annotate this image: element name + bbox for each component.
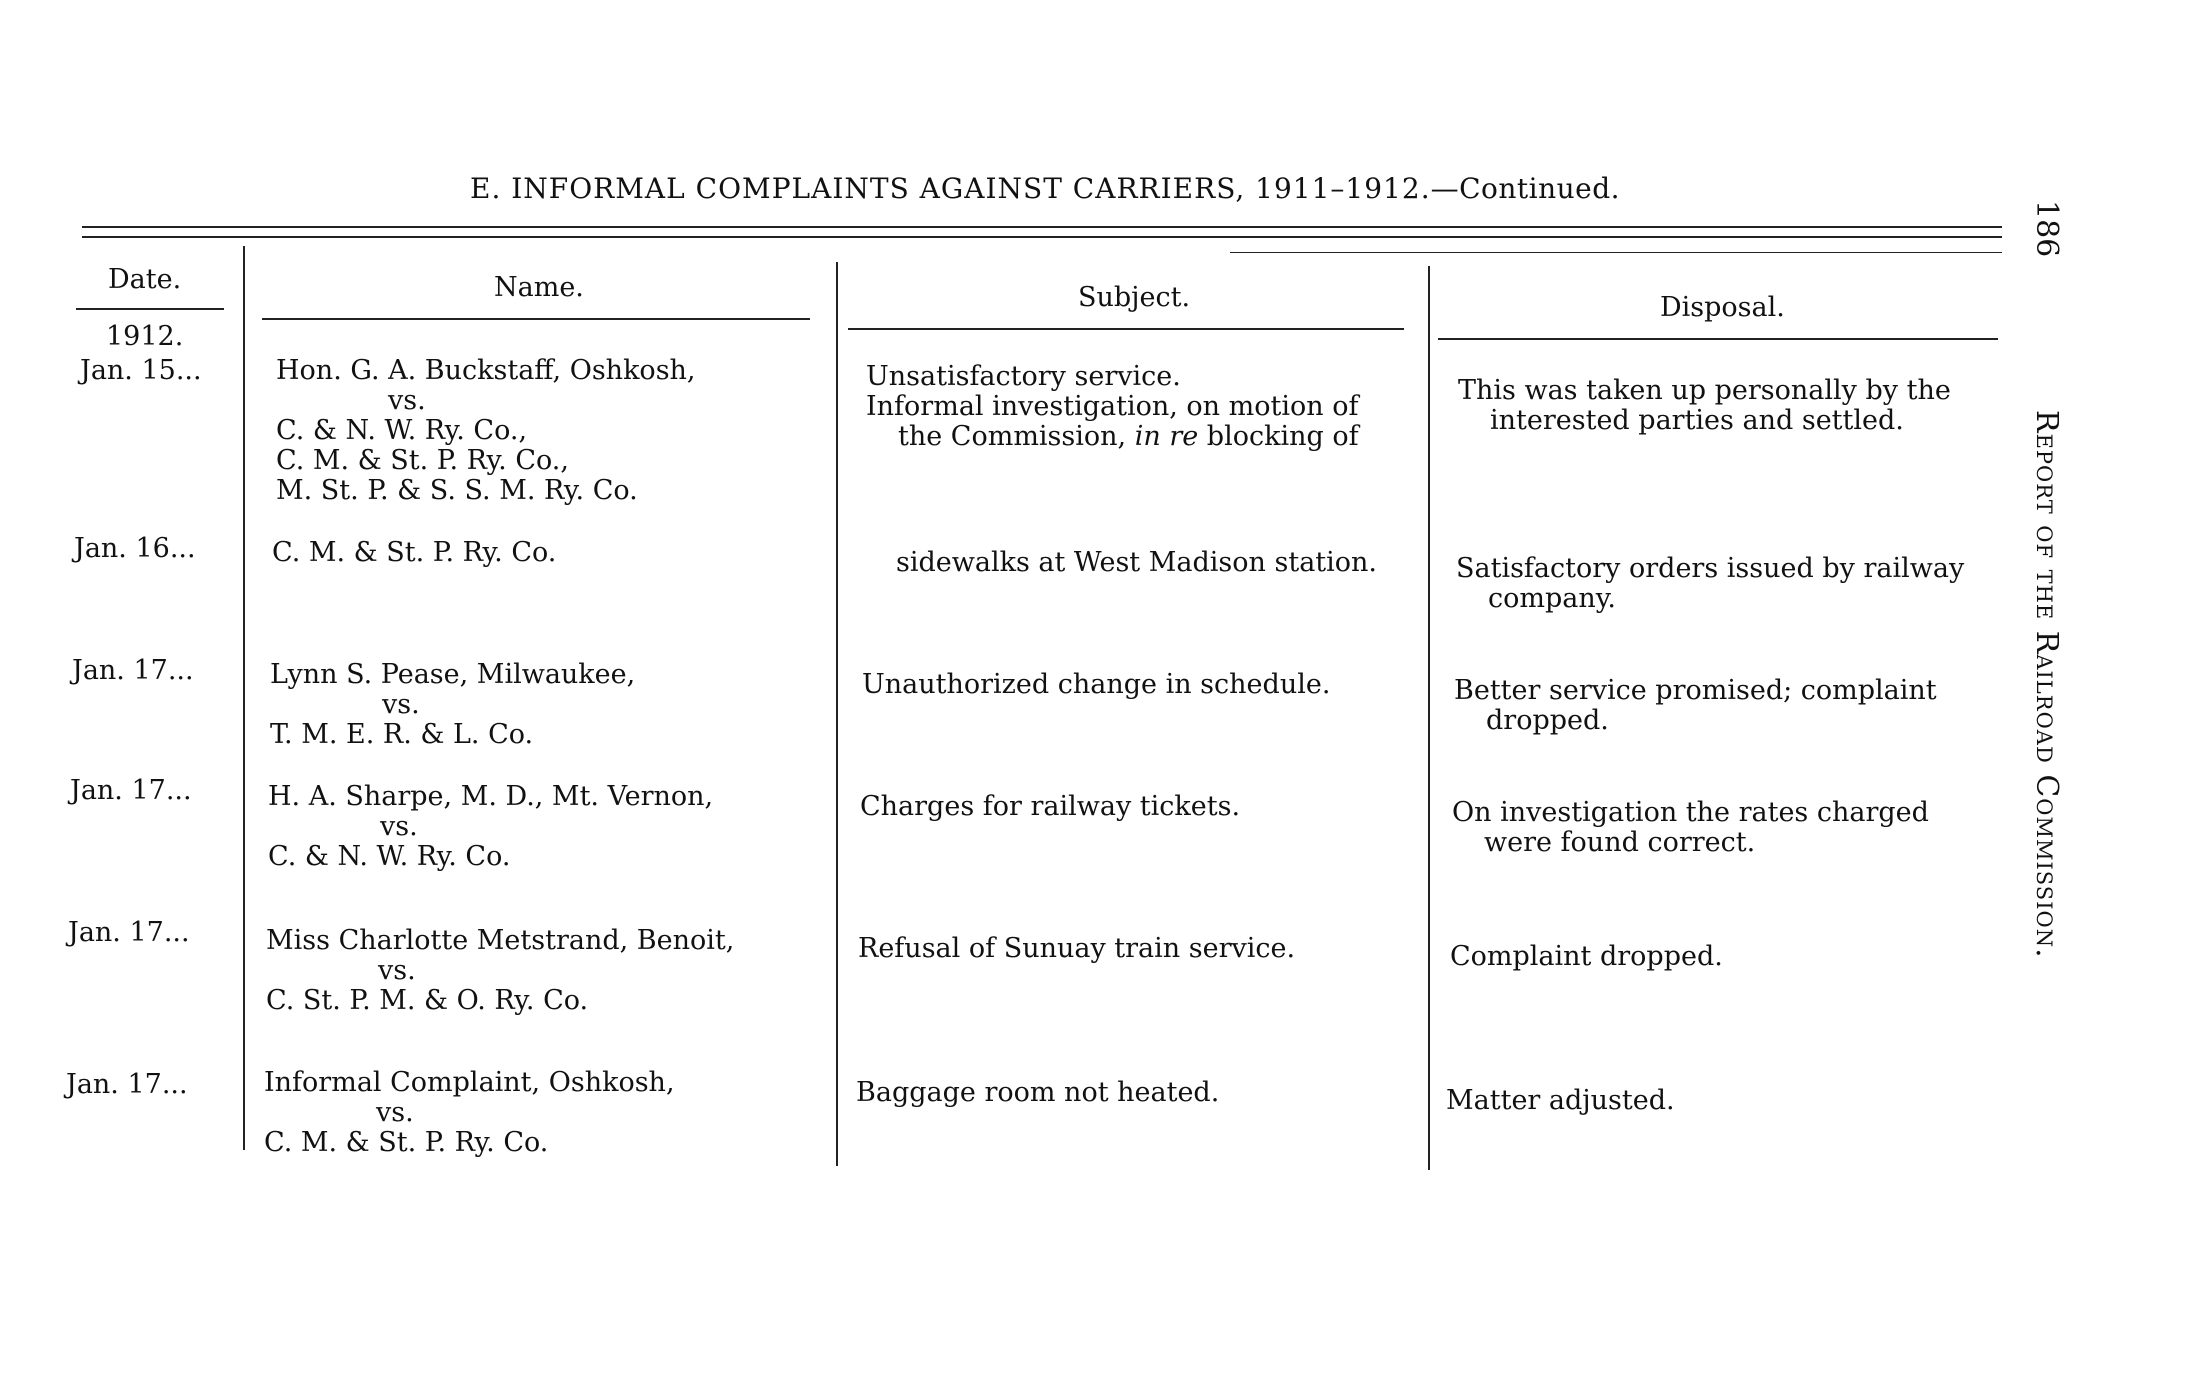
row-1-name-line-5: M. St. P. & S. S. M. Ry. Co. (276, 475, 638, 506)
row-1-subject-line-2: Informal investigation, on motion of (866, 391, 1359, 422)
row-1-subject-line-1: Unsatisfactory service. (866, 361, 1181, 392)
column-divider-2 (836, 262, 838, 1166)
row-5-name (266, 926, 734, 1016)
title-rule-bottom (82, 236, 2002, 238)
row-1-name-line-3: C. & N. W. Ry. Co., (276, 415, 528, 446)
row-4-name-line-3: C. & N. W. Ry. Co. (268, 841, 511, 872)
row-2-name (272, 538, 556, 568)
row-6-subject-line-1: Baggage room not heated. (856, 1077, 1220, 1108)
row-1-name (276, 356, 696, 506)
row-2-disposal-line-1: Satisfactory orders issued by railway (1456, 553, 1965, 584)
row-5-name-vs: vs. (378, 955, 416, 986)
row-2-disposal-line-2: company. (1488, 583, 1616, 614)
title-main: E. INFORMAL COMPLAINTS AGAINST CARRIERS, 1911–1912. (470, 172, 1431, 205)
title-rule-top (82, 226, 2002, 228)
row-4-name-line-1: H. A. Sharpe, M. D., Mt. Vernon, (268, 781, 714, 812)
header-date-underline (76, 308, 224, 310)
page-number: 186 (2029, 200, 2064, 258)
row-5-name-line-3: C. St. P. M. & O. Ry. Co. (266, 985, 589, 1016)
year-label: 1912. (106, 321, 184, 352)
row-5-disposal-line-1: Complaint dropped. (1450, 941, 1723, 972)
title-suffix: —Continued. (1430, 172, 1621, 205)
header-subject: Subject. (1078, 282, 1191, 313)
row-3-disposal-line-2: dropped. (1486, 705, 1609, 736)
row-5-subject (858, 934, 1295, 964)
row-5-subject-line-1: Refusal of Sunuay train service. (858, 933, 1296, 964)
header-subject-underline (848, 328, 1404, 330)
header-name-underline (262, 318, 810, 320)
row-4-subject-line-1: Charges for railway tickets. (860, 791, 1241, 822)
row-1-disposal-line-1: This was taken up personally by the (1458, 375, 1951, 406)
row-4-date: Jan. 17... (70, 775, 192, 806)
row-4-name-vs: vs. (380, 811, 418, 842)
row-1-subject (866, 362, 1359, 452)
row-3-subject-line-1: Unauthorized change in schedule. (862, 669, 1331, 700)
row-3-disposal-line-1: Better service promised; complaint (1454, 675, 1937, 706)
row-1-name-vs: vs. (388, 385, 426, 416)
row-4-disposal (1452, 798, 1929, 858)
row-1-subject-line-3: the Commission, in re blocking of (898, 421, 1359, 452)
row-5-name-line-1: Miss Charlotte Metstrand, Benoit, (266, 925, 735, 956)
row-1-name-line-1: Hon. G. A. Buckstaff, Oshkosh, (276, 355, 696, 386)
row-6-date: Jan. 17... (66, 1069, 188, 1100)
row-2-subject (896, 548, 1377, 578)
row-1-disposal-line-2: interested parties and settled. (1490, 405, 1904, 436)
row-3-name-line-3: T. M. E. R. & L. Co. (270, 719, 534, 750)
row-4-subject (860, 792, 1240, 822)
row-6-disposal-line-1: Matter adjusted. (1446, 1085, 1675, 1116)
row-2-disposal (1456, 554, 1964, 614)
title-rule-bottom-2 (1230, 252, 2002, 253)
row-5-date: Jan. 17... (68, 917, 190, 948)
header-disposal-underline (1438, 338, 1998, 340)
running-head: Report of the Railroad Commission. (2029, 410, 2064, 959)
row-6-name-vs: vs. (376, 1097, 414, 1128)
page-title (470, 172, 1620, 205)
row-4-disposal-line-1: On investigation the rates charged (1452, 797, 1929, 828)
row-4-name (268, 782, 713, 872)
row-6-name (264, 1068, 675, 1158)
row-6-subject (856, 1078, 1219, 1108)
column-divider-3 (1428, 266, 1430, 1170)
row-1-name-line-4: C. M. & St. P. Ry. Co., (276, 445, 569, 476)
row-3-name-line-1: Lynn S. Pease, Milwaukee, (270, 659, 636, 690)
column-divider-1 (243, 246, 245, 1150)
row-2-name-line-1: C. M. & St. P. Ry. Co. (272, 537, 557, 568)
row-5-disposal (1450, 942, 1723, 972)
row-3-name-vs: vs. (382, 689, 420, 720)
row-4-disposal-line-2: were found correct. (1484, 827, 1756, 858)
row-3-disposal (1454, 676, 1937, 736)
row-6-disposal (1446, 1086, 1675, 1116)
header-date: Date. (108, 264, 182, 295)
header-name: Name. (494, 272, 584, 303)
row-3-date: Jan. 17... (72, 655, 194, 686)
header-disposal: Disposal. (1660, 292, 1785, 323)
row-6-name-line-1: Informal Complaint, Oshkosh, (264, 1067, 675, 1098)
row-6-name-line-3: C. M. & St. P. Ry. Co. (264, 1127, 549, 1158)
row-3-name (270, 660, 635, 750)
row-1-date: Jan. 15... (80, 355, 202, 386)
row-3-subject (862, 670, 1330, 700)
row-1-disposal (1458, 376, 1951, 436)
row-2-date: Jan. 16... (74, 533, 196, 564)
row-2-subject-line-1: sidewalks at West Madison station. (896, 547, 1378, 578)
running-head-sidebar (2010, 200, 2070, 1060)
